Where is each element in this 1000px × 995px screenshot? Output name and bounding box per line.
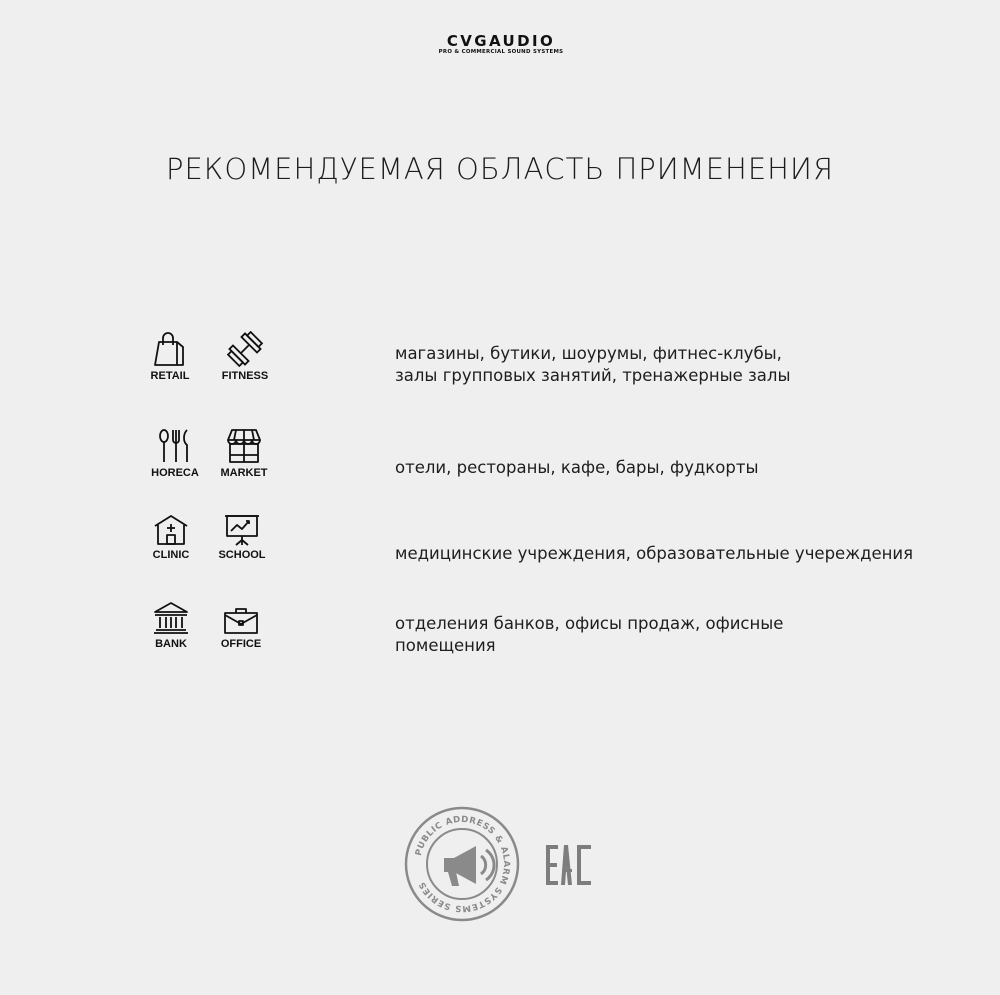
description-line: магазины, бутики, шоурумы, фитнес-клубы, [395,344,782,363]
market-stall-icon [226,428,262,464]
icon-label: CLINIC [152,549,190,561]
icon-label: MARKET [220,467,268,479]
description-line: залы групповых занятий, тренажерные залы [395,366,791,385]
series-badge [404,806,520,922]
description-line: отделения банков, офисы продаж, офисные [395,614,784,633]
brand-logo [418,34,584,58]
icon-label: BANK [155,638,187,650]
page-title: РЕКОМЕНДУЕМАЯ ОБЛАСТЬ ПРИМЕНЕНИЯ [165,152,835,186]
fitness-dumbbell-icon [226,331,264,367]
brand-tagline: PRO & COMMERCIAL SOUND SYSTEMS [438,49,564,55]
row-description [395,613,985,657]
icon-label: OFFICE [220,638,262,650]
row-description [395,543,985,565]
megaphone-icon [444,846,494,886]
icon-label: FITNESS [221,370,269,382]
school-board-icon [223,514,261,546]
description-line: отели, рестораны, кафе, бары, фудкорты [395,458,759,477]
icon-label: HORECA [151,467,199,479]
market-icon-group [208,428,280,479]
icon-label: SCHOOL [218,549,266,561]
eac-mark [544,843,594,887]
description-line: медицинские учреждения, образовательные учереждения [395,544,914,563]
office-briefcase-icon [222,607,260,635]
bank-building-icon [152,601,190,635]
school-icon-group [206,514,278,561]
horeca-cutlery-icon [157,428,193,464]
eac-mark-text: EAC [569,886,572,887]
retail-bag-icon [152,331,188,367]
row-description [395,457,985,479]
fitness-icon-group [209,331,281,382]
horeca-icon-group [139,428,211,479]
badge-text: PUBLIC ADDRESS & ALARM SYSTEMS SERIES [413,814,512,914]
clinic-building-icon [153,514,189,546]
bank-icon-group [135,601,207,650]
description-line: помещения [395,636,496,655]
row-description [395,343,985,387]
clinic-icon-group [135,514,207,561]
office-icon-group [205,607,277,650]
retail-icon-group [134,331,206,382]
icon-label: RETAIL [150,370,190,382]
brand-logo-text: CVGAUDIO [446,32,556,50]
